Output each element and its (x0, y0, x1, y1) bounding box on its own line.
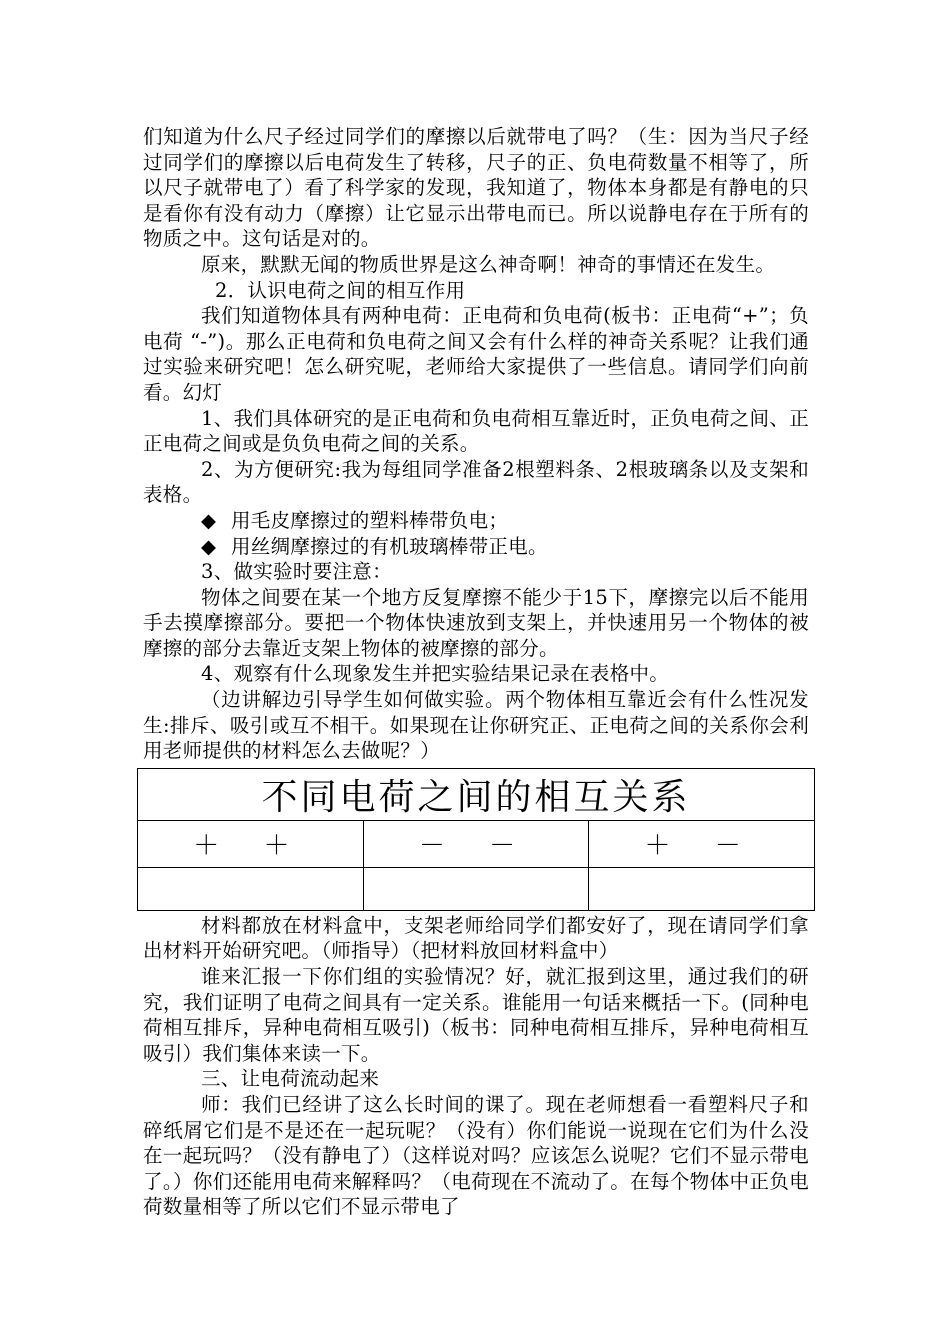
paragraph-two-charges: 我们知道物体具有两种电荷：正电荷和负电荷(板书：正电荷“+”；负电荷 “-”)。那么正电荷和负电荷之间又会有什么样的神奇关系呢？让我们通过实验来研究吧！怎么研究呢，老师给大家提供了一些信息。请同学们向前看。幻灯 (143, 304, 809, 404)
bullet-item (143, 534, 809, 560)
section-heading-2: 2．认识电荷之间的相互作用 (215, 278, 466, 302)
result-cell[interactable] (363, 867, 589, 910)
bullet-list (143, 508, 809, 559)
section-heading-3: 三、让电荷流动起来 (201, 1067, 380, 1091)
mid-section (143, 559, 809, 764)
paragraph-item-2: 2、为方便研究:我为每组同学准备2根塑料条、2根玻璃条以及支架和表格。 (143, 457, 809, 507)
bullet-text: 用毛皮摩擦过的塑料棒带负电； (231, 508, 509, 532)
table-title: 不同电荷之间的相互关系 (138, 768, 815, 820)
header-negative-negative: － － (363, 820, 589, 867)
paragraph-guidance: （边讲解边引导学生如何做实验。两个物体相互靠近会有什么性况发生:排斥、吸引或互不相干。如果现在让你研究正、正电荷之间的关系你会利用老师提供的材料怎么去做呢？） (143, 688, 809, 763)
result-cell[interactable] (589, 867, 815, 910)
paragraph-teacher: 师：我们已经讲了这么长时间的课了。现在老师想看一看塑料尺子和碎纸屑它们是不是还在一起玩呢？（没有）你们能说一说现在它们为什么没在一起玩吗？（没有静电了）（这样说对吗？应该怎么说呢？它们不显示带电了。）你们还能用电荷来解释吗？（电荷现在不流动了。在每个物体中正负电荷数量相等了所以它们不显示带电了 (143, 1093, 809, 1219)
diamond-bullet-icon: ◆ (201, 508, 217, 532)
paragraph-item-1: 1、我们具体研究的是正电荷和负电荷相互靠近时，正负电荷之间、正正电荷之间或是负负电荷之间的关系。 (143, 406, 809, 456)
paragraph-wonder: 原来，默默无闻的物质世界是这么神奇啊！神奇的事情还在发生。 (201, 252, 776, 276)
bullet-item (143, 508, 809, 534)
paragraph-materials: 材料都放在材料盒中，支架老师给同学们都安好了，现在请同学们拿出材料开始研究吧。（师指导）（把材料放回材料盒中） (143, 913, 809, 963)
header-positive-negative: ＋ － (589, 820, 815, 867)
result-cell[interactable] (138, 867, 364, 910)
bullet-text: 用丝绸摩擦过的有机玻璃棒带正电。 (231, 534, 548, 558)
paragraph-item-3: 3、做实验时要注意： (201, 560, 392, 584)
paragraph-item-4: 4、观察有什么现象发生并把实验结果记录在表格中。 (201, 662, 670, 686)
header-positive-positive: ＋ ＋ (138, 820, 364, 867)
paragraph-rub-instructions: 物体之间要在某一个地方反复摩擦不能少于15下，摩擦完以后不能用手去摸摩擦部分。要把一个物体快速放到支架上，并快速用另一个物体的被摩擦的部分去靠近支架上物体的被摩擦的部分。 (143, 585, 809, 660)
charge-relation-table (137, 768, 815, 911)
paragraph-report: 谁来汇报一下你们组的实验情况？好，就汇报到这里，通过我们的研究，我们证明了电荷之间具有一定关系。谁能用一句话来概括一下。(同种电荷相互排斥，异种电荷相互吸引)（板书：同种电荷相互排斥，异种电荷相互吸引）我们集体来读一下。 (143, 965, 809, 1065)
paragraph-intro: 们知道为什么尺子经过同学们的摩擦以后就带电了吗？（生：因为当尺子经过同学们的摩擦以后电荷发生了转移，尺子的正、负电荷数量不相等了，所以尺子就带电了）看了科学家的发现，我知道了，物体本身都是有静电的只是看你有没有动力（摩擦）让它显示出带电而已。所以说静电存在于所有的物质之中。这句话是对的。 (143, 125, 809, 251)
top-section (143, 124, 809, 508)
diamond-bullet-icon: ◆ (201, 534, 217, 558)
bottom-section (143, 913, 809, 1220)
document-page (143, 124, 809, 1220)
